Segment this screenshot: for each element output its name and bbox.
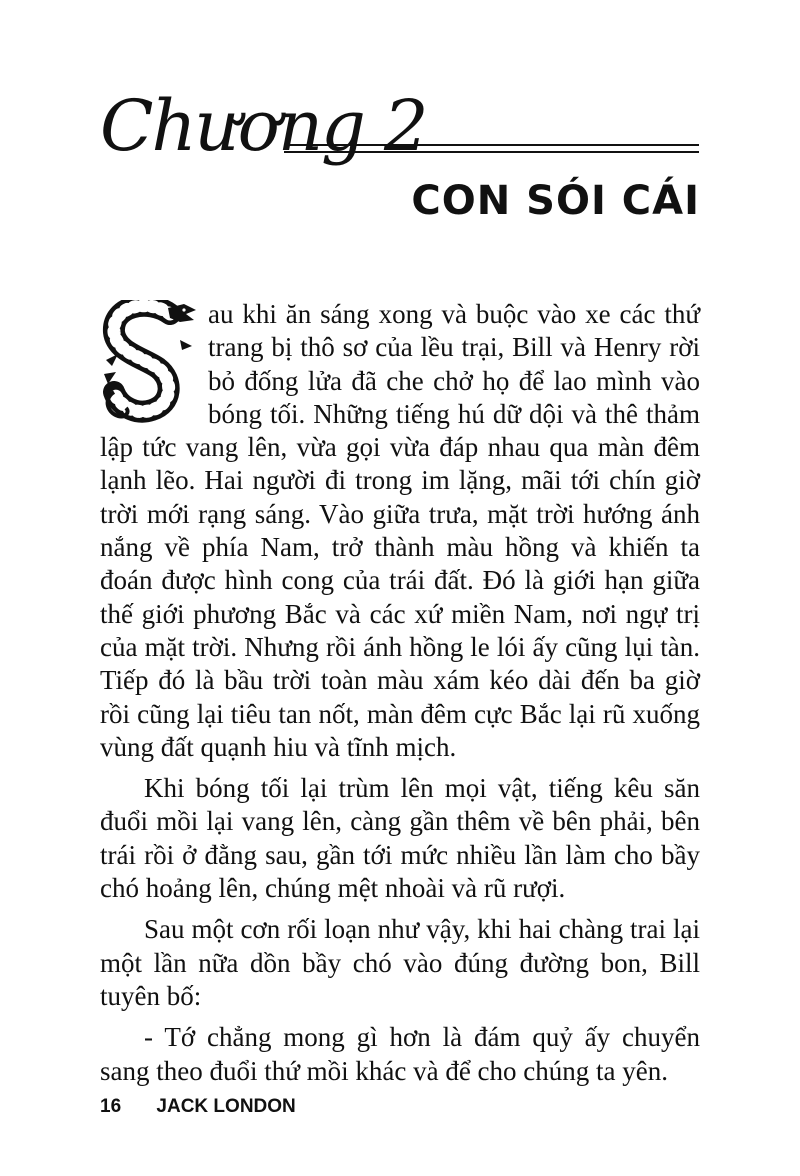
paragraph-3: Sau một cơn rối loạn như vậy, khi hai chàng trai lại một lần nữa dồn bầy chó vào đúng đường bon, Bill tuyên bố: [100,914,700,1011]
ornamental-dragon-s-icon [100,300,198,424]
page-number: 16 [100,1096,122,1117]
chapter-label: Chương 2 [100,85,427,167]
author-name: JACK LONDON [156,1096,296,1117]
paragraph-2: Khi bóng tối lại trùm lên mọi vật, tiếng kêu săn đuổi mồi lại vang lên, càng gần thêm về bên phải, bên trái rồi ở đằng sau, gần tới mức nhiều lần làm cho bầy chó hoảng lên, chúng mệt nhoài và rũ rượi. [100,773,700,904]
chapter-rule [284,144,699,153]
paragraph-1 [100,298,700,764]
page-footer [100,1096,296,1118]
chapter-title: CON SÓI CÁI [411,178,700,224]
paragraph-1-text: au khi ăn sáng xong và buộc vào xe các thứ trang bị thô sơ của lều trại, Bill và Henry rời bỏ đống lửa đã che chở họ để lao mình vào bóng tối. Những tiếng hú dữ dội và thê thảm lập tức vang lên, vừa gọi vừa đáp nhau qua màn đêm lạnh lẽo. Hai người đi trong im lặng, mãi tới chín giờ trời mới rạng sáng. Vào giữa trưa, mặt trời hướng ánh nắng về phía Nam, trở thành màu hồng và khiến ta đoán được hình cong của trái đất. Đó là giới hạn giữa thế giới phương Bắc và các xứ miền Nam, nơi ngự trị của mặt trời. Nhưng rồi ánh hồng le lói ấy cũng lụi tàn. Tiếp đó là bầu trời toàn màu xám kéo dài đến ba giờ rồi cũng lại tiêu tan nốt, màn đêm cực Bắc lại rũ xuống vùng đất quạnh hiu và tĩnh mịch. [100,299,700,762]
body-text [100,298,700,1088]
paragraph-4: - Tớ chẳng mong gì hơn là đám quỷ ấy chuyển sang theo đuổi thứ mồi khác và để cho chúng ta yên. [100,1022,700,1086]
